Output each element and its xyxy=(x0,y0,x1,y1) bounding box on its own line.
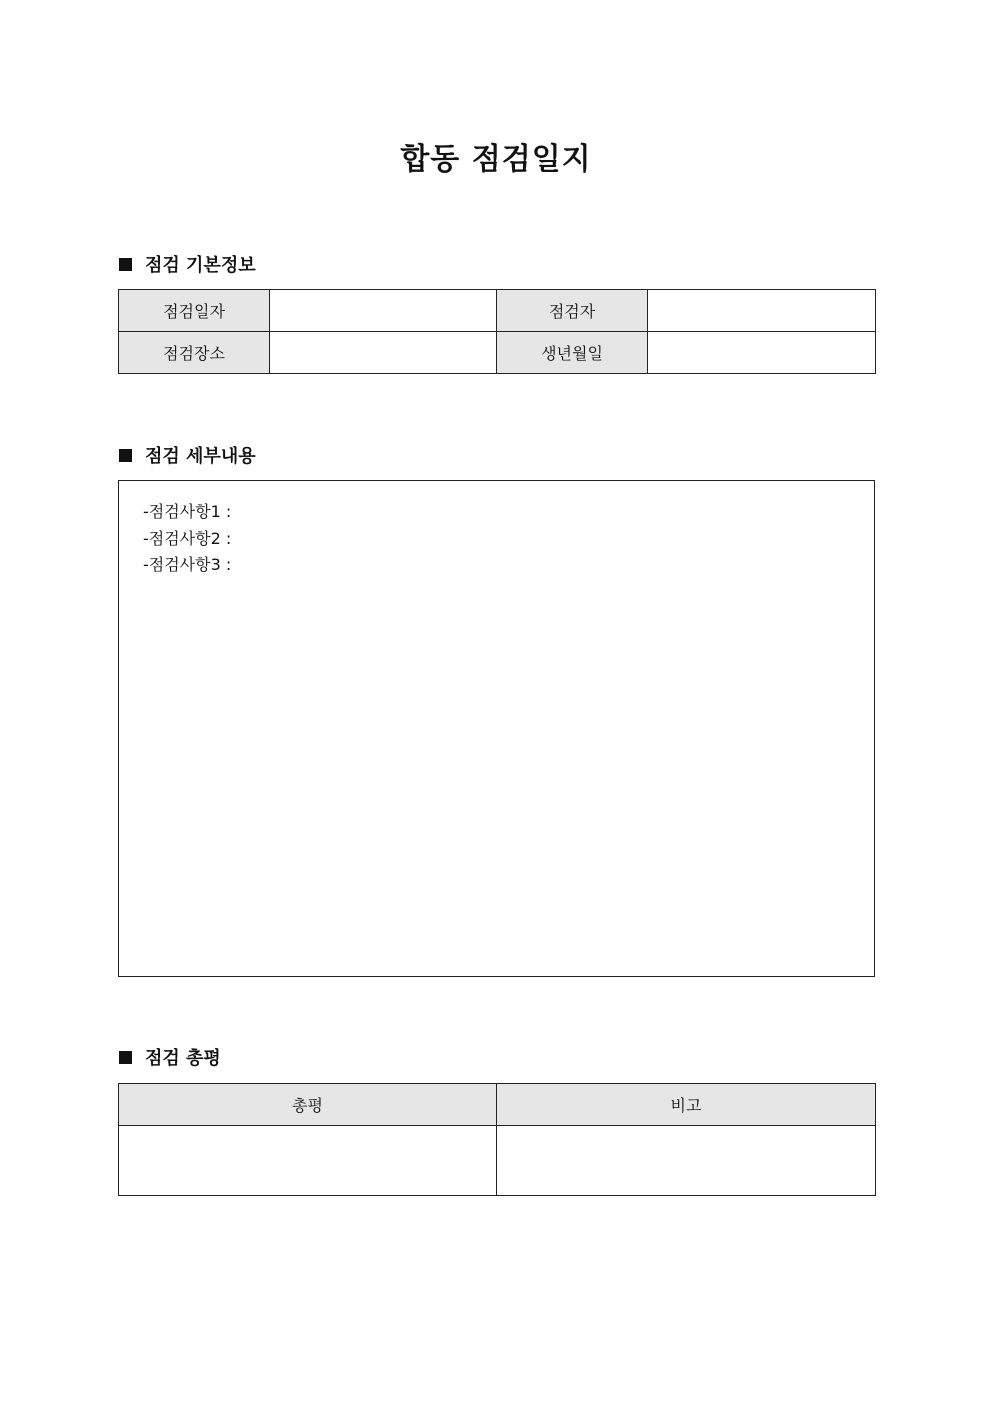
table-row xyxy=(119,290,876,332)
section-heading-label: 점검 세부내용 xyxy=(145,446,256,467)
details-content-box[interactable] xyxy=(118,480,875,977)
birth-date-label: 생년월일 xyxy=(497,332,648,374)
details-list xyxy=(143,499,231,579)
birth-date-field[interactable] xyxy=(648,332,876,374)
table-header-row xyxy=(119,1084,876,1126)
list-item: -점검사항3 : xyxy=(143,555,232,574)
remarks-column-header: 비고 xyxy=(497,1084,876,1126)
table-row xyxy=(119,1126,876,1196)
section-heading-summary xyxy=(119,1044,221,1070)
section-heading-basic-info xyxy=(119,251,256,277)
page-title: 합동 점검일지 xyxy=(400,142,592,177)
table-row xyxy=(119,332,876,374)
remarks-field[interactable] xyxy=(497,1126,876,1196)
section-heading-label: 점검 기본정보 xyxy=(145,255,256,276)
inspection-date-label: 점검일자 xyxy=(119,290,270,332)
inspection-place-label: 점검장소 xyxy=(119,332,270,374)
square-bullet-icon xyxy=(119,449,132,462)
summary-field[interactable] xyxy=(119,1126,497,1196)
list-item: -점검사항2 : xyxy=(143,528,232,548)
section-heading-details xyxy=(119,442,256,468)
inspector-field[interactable] xyxy=(648,290,876,332)
list-item: -점검사항1 : xyxy=(143,502,232,521)
square-bullet-icon xyxy=(119,258,132,271)
summary-table xyxy=(118,1083,876,1196)
summary-column-header: 총평 xyxy=(119,1084,497,1126)
inspection-place-field[interactable] xyxy=(270,332,497,374)
inspection-date-field[interactable] xyxy=(270,290,497,332)
inspector-label: 점검자 xyxy=(497,290,648,332)
basic-info-table xyxy=(118,289,876,374)
section-heading-label: 점검 총평 xyxy=(145,1048,221,1069)
square-bullet-icon xyxy=(119,1051,132,1064)
